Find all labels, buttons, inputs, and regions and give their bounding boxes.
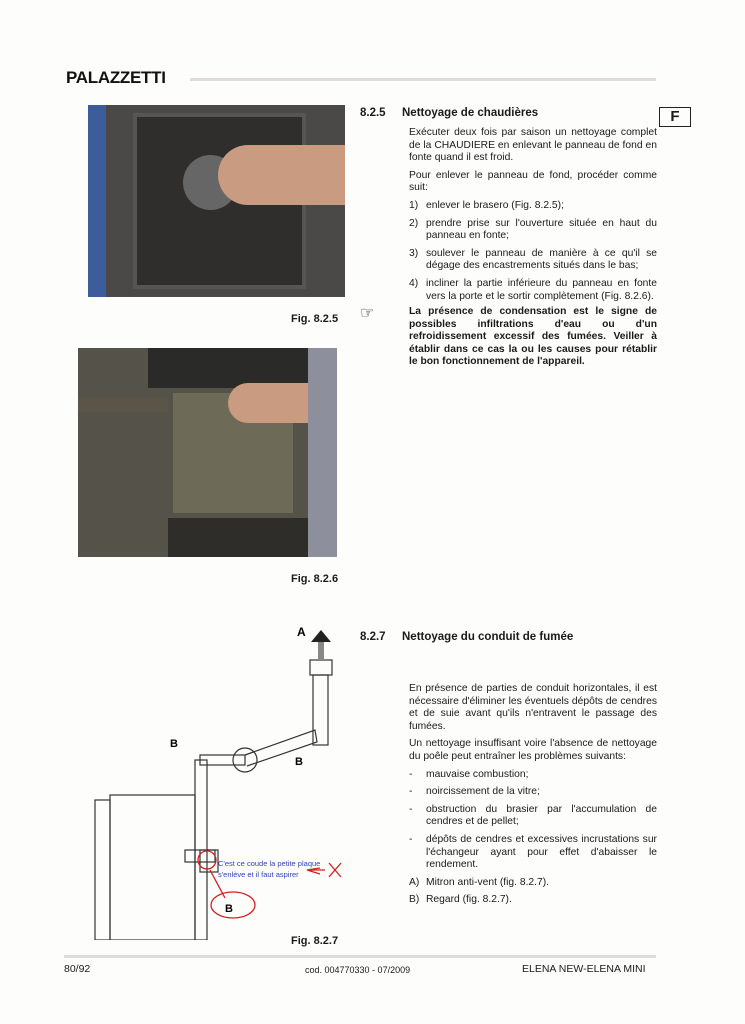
section-heading-8-2-7: [360, 631, 573, 643]
list-item: [409, 877, 657, 890]
list-item: [409, 786, 657, 799]
list-text: Mitron anti-vent (fig. 8.2.7).: [426, 876, 550, 888]
paragraph: En présence de parties de conduit horizontales, il est nécessaire d'éliminer les éventuels dépôts de cendres et de suie avant qu'ils n'entravent le passage des fumées.: [409, 683, 657, 732]
footer-rule: [64, 955, 656, 958]
brand-logo: PALAZZETTI: [66, 68, 166, 87]
list-marker: B): [409, 894, 420, 906]
figure-caption: Fig. 8.2.5: [291, 313, 339, 325]
list-text: prendre prise sur l'ouverture située en haut du panneau en fonte;: [426, 217, 657, 242]
page-number: 80/92: [64, 963, 91, 975]
document-code: cod. 004770330 - 07/2009: [305, 965, 411, 975]
list-item: [409, 769, 657, 782]
list-marker: -: [409, 786, 413, 798]
list-item: [409, 278, 657, 303]
diagram-label-b: B: [170, 738, 178, 750]
section-8-2-5-body: [409, 127, 657, 308]
list-item: [409, 248, 657, 273]
diagram-label-a: A: [297, 625, 306, 639]
list-text: noircissement de la vitre;: [426, 786, 540, 798]
list-marker: -: [409, 768, 413, 780]
model-name: ELENA NEW-ELENA MINI: [522, 963, 646, 975]
list-marker: 3): [409, 247, 419, 259]
section-number: 8.2.5: [360, 107, 386, 119]
flue-diagram: [85, 620, 355, 940]
list-marker: 2): [409, 217, 419, 229]
list-text: obstruction du brasier par l'accumulation de cendres et de pellet;: [426, 803, 657, 828]
paragraph: Pour enlever le panneau de fond, procéder comme suit:: [409, 169, 657, 194]
list-item: [409, 218, 657, 243]
diagram-label-b: B: [225, 903, 233, 915]
list-text: soulever le panneau de manière à ce qu'il se dégage des encastrements situés dans le bas;: [426, 247, 657, 272]
list-marker: -: [409, 803, 413, 815]
figure-caption: Fig. 8.2.6: [291, 573, 339, 585]
header-rule: [190, 78, 656, 81]
photo-fig-8-2-6: [78, 348, 337, 557]
section-title: Nettoyage de chaudières: [402, 107, 539, 119]
photo-fig-8-2-5: [88, 105, 345, 297]
section-8-2-7-body: [409, 683, 657, 912]
list-item: [409, 894, 657, 907]
figure-caption: Fig. 8.2.7: [291, 935, 339, 947]
list-item: [409, 834, 657, 872]
list-marker: -: [409, 833, 413, 845]
list-text: dépôts de cendres et excessives incrustations sur l'échangeur ayant pour effet d'abaisser le rendement.: [426, 833, 657, 871]
list-marker: 4): [409, 277, 419, 289]
diagram-label-b: B: [295, 756, 303, 768]
language-badge: F: [659, 107, 691, 127]
note-text: La présence de condensation est le signe de possibles infiltrations d'eau ou d'un refroidissement excessif des fumées. Veiller à établir dans ce cas la ou les causes pour rétablir le bon fonctionnement de l'appareil.: [409, 306, 657, 368]
paragraph: Exécuter deux fois par saison un nettoyage complet de la CHAUDIERE en enlevant le panneau de fond en fonte quand il est froid.: [409, 127, 657, 164]
section-title: Nettoyage du conduit de fumée: [402, 631, 574, 643]
list-text: mauvaise combustion;: [426, 768, 529, 780]
list-marker: A): [409, 876, 420, 888]
list-text: Regard (fig. 8.2.7).: [426, 894, 512, 906]
list-item: [409, 200, 657, 213]
list-marker: 1): [409, 199, 419, 211]
section-heading-8-2-5: [360, 107, 538, 119]
list-text: incliner la partie inférieure du panneau en fonte vers la porte et le sortir complètement (Fig. 8.2.6).: [426, 277, 657, 302]
paragraph: Un nettoyage insuffisant voire l'absence de nettoyage du poêle peut entraîner les problèmes suivants:: [409, 738, 657, 762]
section-number: 8.2.7: [360, 631, 386, 643]
list-item: [409, 804, 657, 829]
pointing-hand-icon: ☞: [360, 305, 375, 322]
handwritten-annotation: C'est ce coude la petite plaque s'enlève et il faut aspirer: [218, 859, 321, 879]
list-text: enlever le brasero (Fig. 8.2.5);: [426, 199, 564, 211]
